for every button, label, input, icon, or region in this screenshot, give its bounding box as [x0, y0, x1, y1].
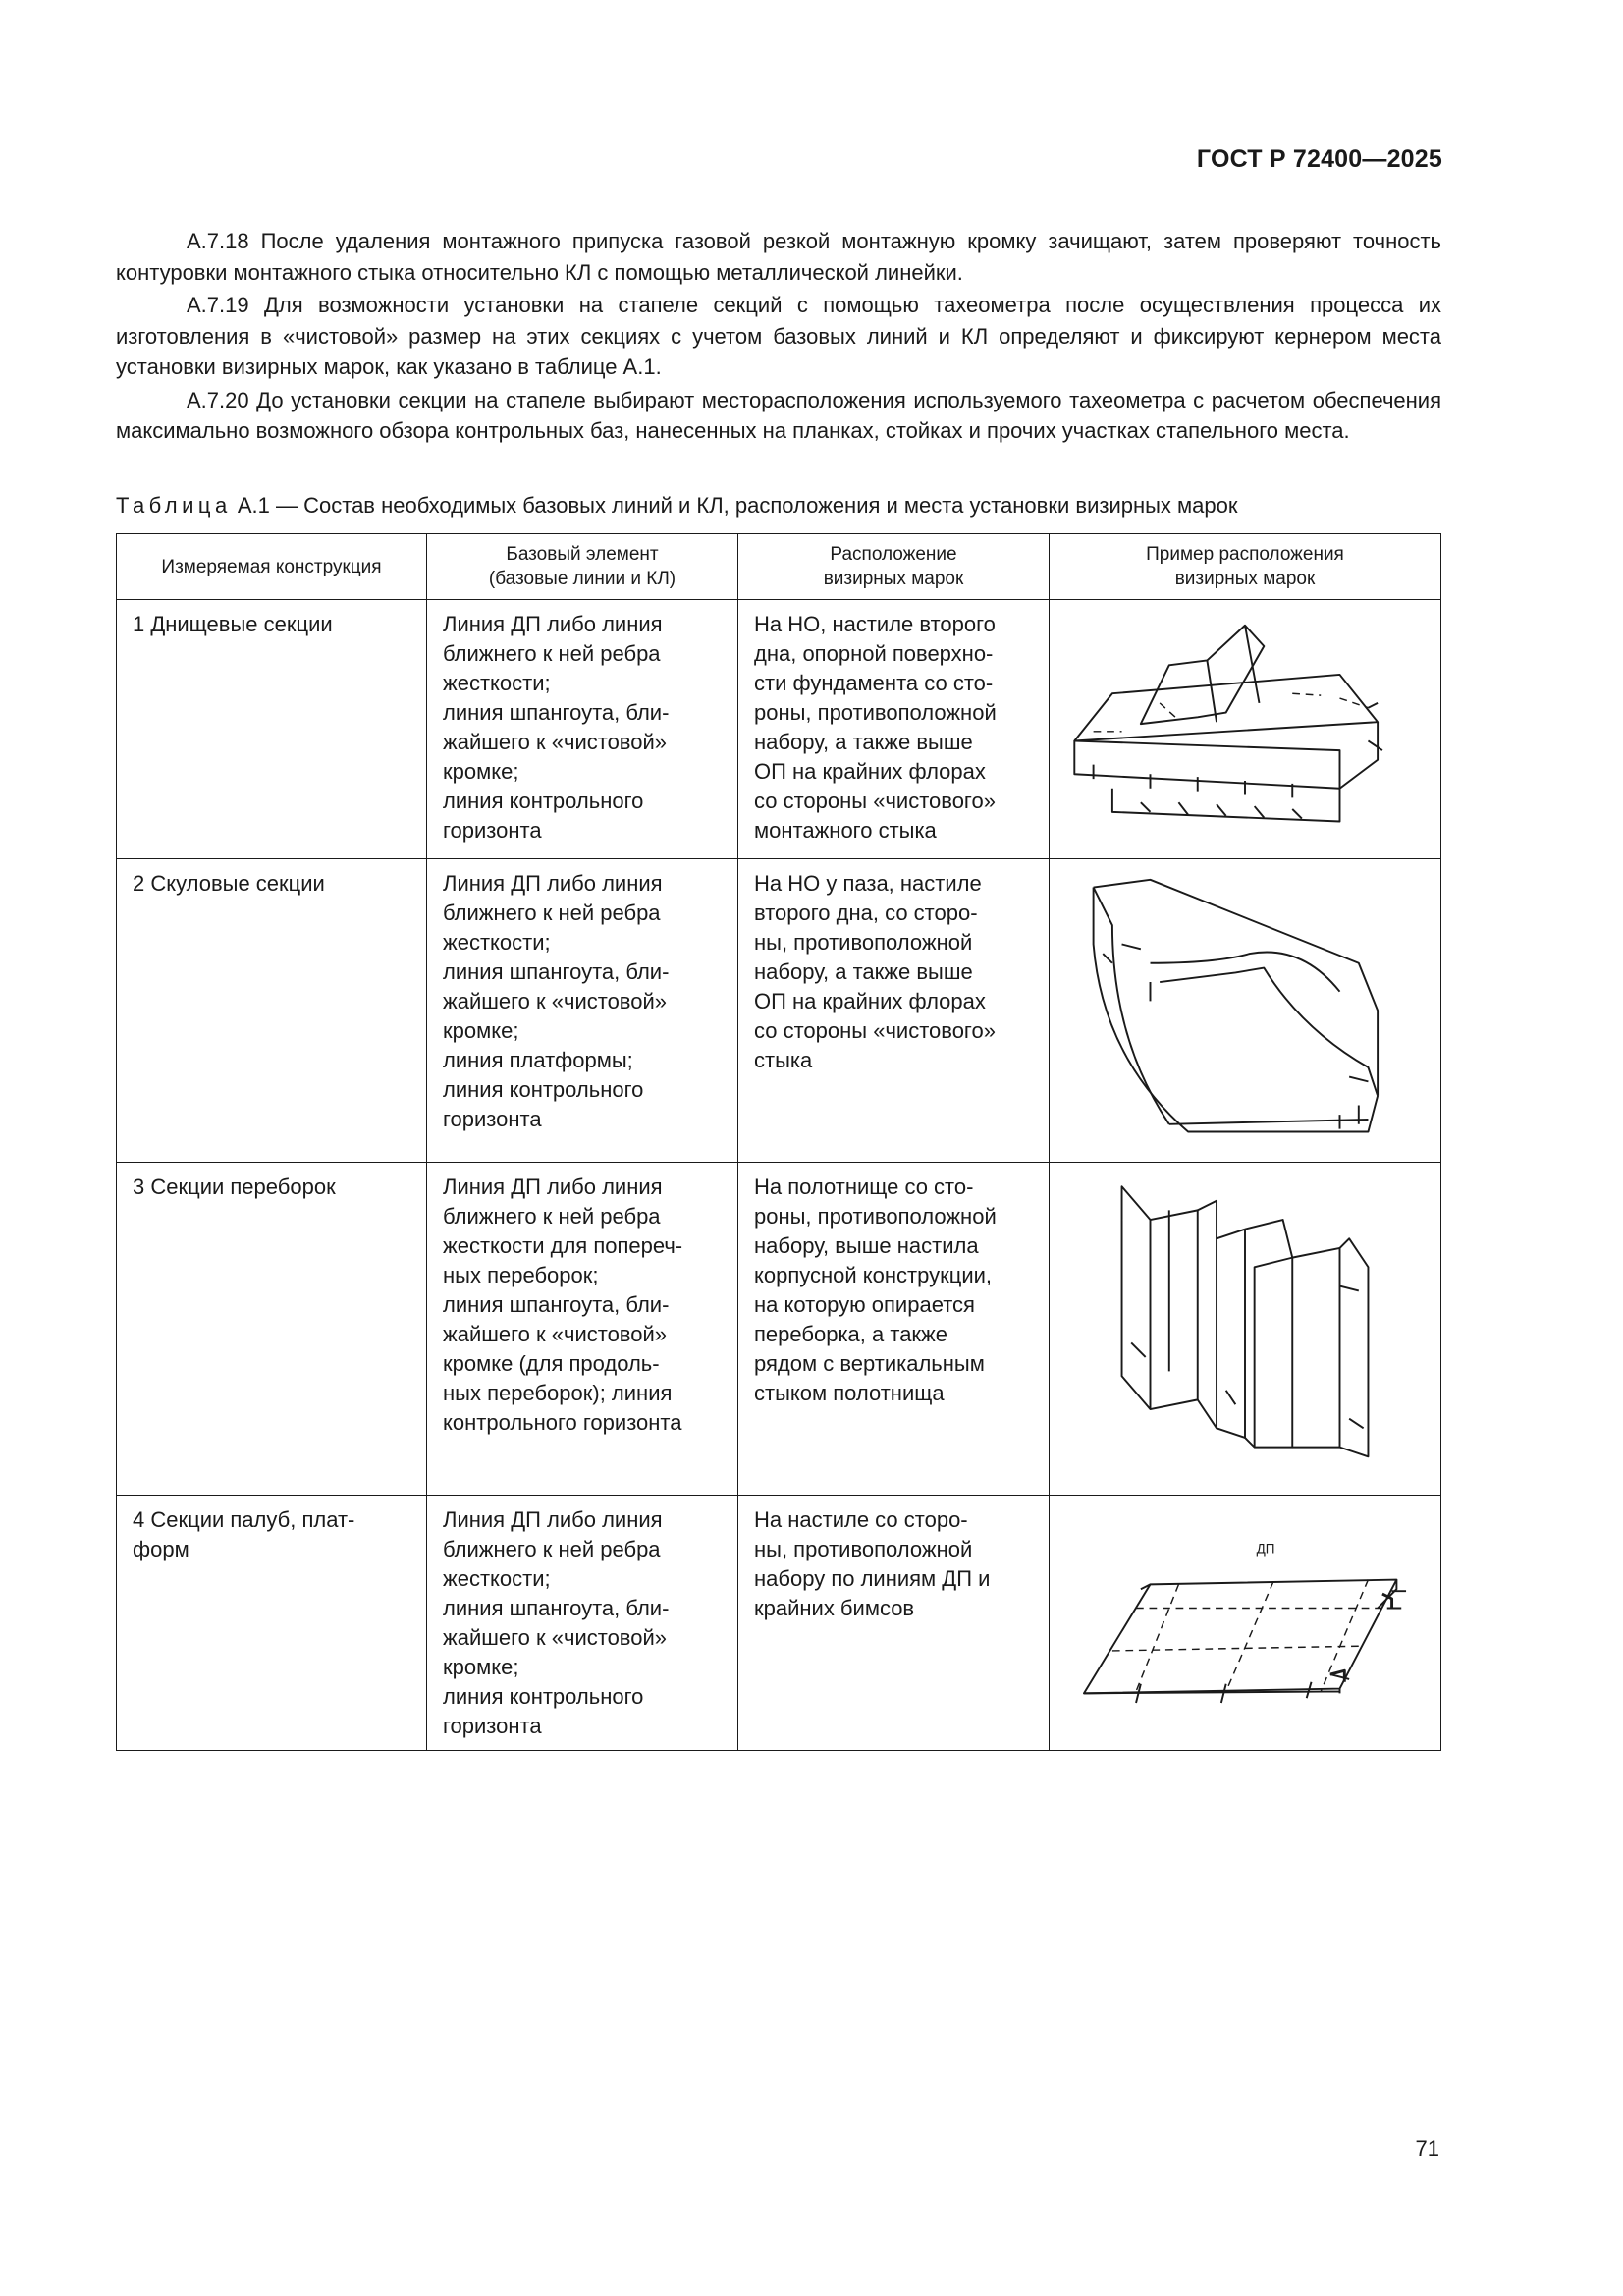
cell-location: На настиле со сторо- ны, противоположной набору по линиям ДП и крайних бимсов — [738, 1496, 1050, 1751]
table-caption-text: А.1 — Состав необходимых базовых линий и КЛ, расположения и места установки визирных марок — [231, 493, 1238, 518]
bilge-section-figure — [1055, 863, 1434, 1158]
cell-figure — [1050, 1496, 1441, 1751]
cell-figure — [1050, 859, 1441, 1163]
body-text — [116, 226, 1441, 449]
table-row — [117, 1163, 1441, 1496]
table-caption-label: Таблица — [116, 493, 232, 518]
centerline-label: ДП — [1256, 1541, 1275, 1557]
cell-construction: 1 Днищевые секции — [117, 600, 427, 859]
cell-base: Линия ДП либо линия ближнего к ней ребра жесткости; линия шпангоута, бли- жайшего к «чистовой» кромке; линия контрольного горизонта — [427, 600, 738, 859]
header-base-element: Базовый элемент (базовые линии и КЛ) — [427, 534, 738, 600]
header-marker-location: Расположение визирных марок — [738, 534, 1050, 600]
cell-base: Линия ДП либо линия ближнего к ней ребра жесткости для попереч- ных переборок; линия шпангоута, бли- жайшего к «чистовой» кромке (для продоль- ных переборок); линия контрольного горизонта — [427, 1163, 738, 1496]
document-header: ГОСТ Р 72400—2025 — [1196, 145, 1442, 173]
cell-construction: 4 Секции палуб, плат- форм — [117, 1496, 427, 1751]
bottom-section-figure — [1055, 604, 1434, 849]
cell-base: Линия ДП либо линия ближнего к ней ребра жесткости; линия шпангоута, бли- жайшего к «чистовой» кромке; линия платформы; линия контрольного горизонта — [427, 859, 738, 1163]
table-a1 — [116, 533, 1441, 1751]
table-row — [117, 859, 1441, 1163]
table-header-row — [117, 534, 1441, 600]
deck-section-figure — [1055, 1500, 1434, 1745]
header-construction: Измеряемая конструкция — [117, 534, 427, 600]
paragraph-a7-19: А.7.19 Для возможности установки на стапеле секций с помощью тахеометра после осуществления процесса их изготовления в «чистовой» размер на этих секциях с учетом базовых линий и КЛ определяют и фиксируют кернером места установки визирных марок, как указано в таблице А.1. — [116, 293, 1441, 379]
page-number: 71 — [1415, 2136, 1439, 2160]
bulkhead-section-figure — [1055, 1167, 1434, 1491]
paragraph-a7-18: А.7.18 После удаления монтажного припуска газовой резкой монтажную кромку зачищают, затем проверяют точность контуровки монтажного стыка относительно КЛ с помощью металлической линейки. — [116, 229, 1441, 285]
cell-location: На НО у паза, настиле второго дна, со сторо- ны, противоположной набору, а также выше ОП на крайних флорах со стороны «чистового» стыка — [738, 859, 1050, 1163]
header-marker-example: Пример расположения визирных марок — [1050, 534, 1441, 600]
table-caption — [116, 491, 1451, 520]
cell-base: Линия ДП либо линия ближнего к ней ребра жесткости; линия шпангоута, бли- жайшего к «чистовой» кромке; линия контрольного горизонта — [427, 1496, 738, 1751]
cell-figure — [1050, 1163, 1441, 1496]
table-row — [117, 600, 1441, 859]
cell-location: На НО, настиле второго дна, опорной поверхно- сти фундамента со сто- роны, противоположной набору, а также выше ОП на крайних флорах со стороны «чистового» монтажного стыка — [738, 600, 1050, 859]
cell-construction: 2 Скуловые секции — [117, 859, 427, 1163]
cell-construction: 3 Секции переборок — [117, 1163, 427, 1496]
cell-location: На полотнище со сто- роны, противоположной набору, выше настила корпусной конструкции, на которую опирается переборка, а также рядом с вертикальным стыком полотнища — [738, 1163, 1050, 1496]
table-row — [117, 1496, 1441, 1751]
paragraph-a7-20: А.7.20 До установки секции на стапеле выбирают месторасположения используемого тахеометра с расчетом обеспечения максимально возможного обзора контрольных баз, нанесенных на планках, стойках и прочих участках стапельного места. — [116, 387, 1441, 443]
cell-figure — [1050, 600, 1441, 859]
